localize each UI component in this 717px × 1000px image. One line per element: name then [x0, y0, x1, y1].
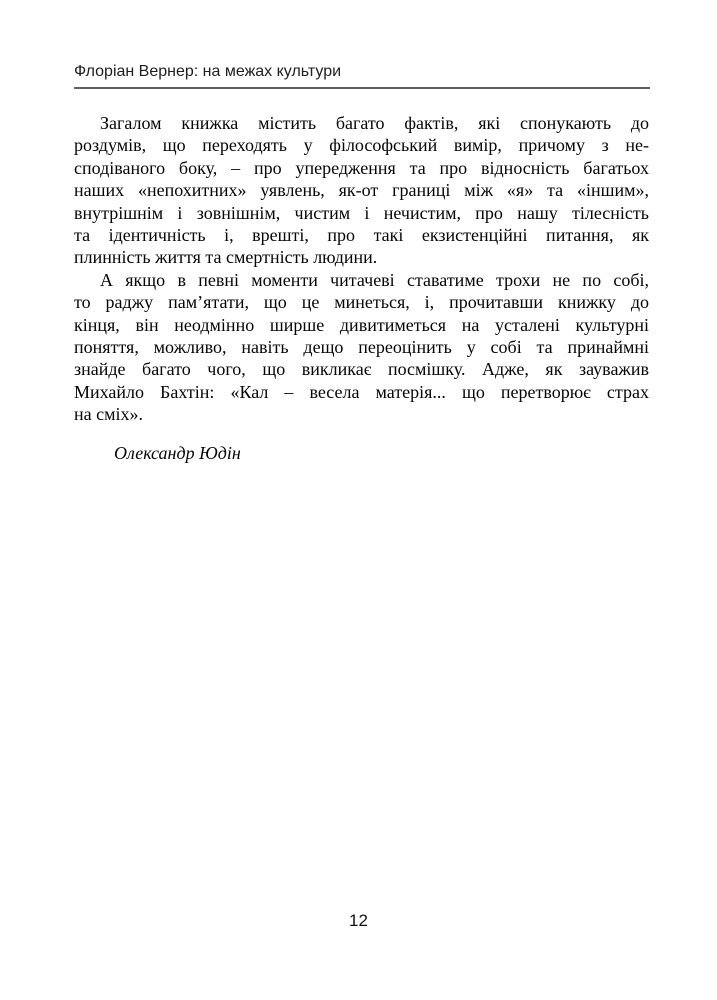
text-line: сподіваного боку, – про упередження та про відносність багатьох [74, 157, 649, 178]
text-line: та ідентичність і, врешті, про такі екзистенційні питання, як [74, 224, 649, 245]
page-body [74, 112, 649, 465]
text-line: роздумів, що переходять у філософський вимір, причому з не- [74, 135, 649, 156]
running-header-title: Флоріан Вернер: на межах культури [74, 63, 342, 80]
text-line: знайде багато чого, що викликає посмішку. Адже, як зауважив [74, 359, 649, 380]
text-line: то раджу пам’ятати, що це минеться, і, прочитавши книжку до [74, 292, 649, 313]
text-line: поняття, можливо, навіть дещо переоцінить у собі та принаймні [74, 336, 649, 357]
text-line: плинність життя та смертність людини. [74, 247, 378, 268]
paragraph-2 [74, 269, 649, 426]
text-line: кінця, він неодмінно ширше дивитиметься на усталені культурні [74, 314, 649, 335]
text-line: Загалом книжка містить багато фактів, які спонукають до [100, 113, 649, 133]
text-line: внутрішнім і зовнішнім, чистим і нечистим, про нашу тілесність [74, 202, 649, 223]
text-line: Михайло Бахтін: «Кал – весела матерія... що перетворює страх [74, 381, 649, 402]
paragraph-1 [74, 112, 649, 269]
text-line: на сміх». [74, 404, 144, 425]
text-line: А якщо в певні моменти читачеві ставатиме трохи не по собі, [100, 269, 649, 290]
page-number: 12 [349, 911, 368, 930]
author-signature: Олександр Юдін [114, 443, 241, 464]
text-line: наших «непохитних» уявлень, як-от границі між «я» та «іншим», [74, 180, 649, 201]
running-header [74, 63, 650, 89]
